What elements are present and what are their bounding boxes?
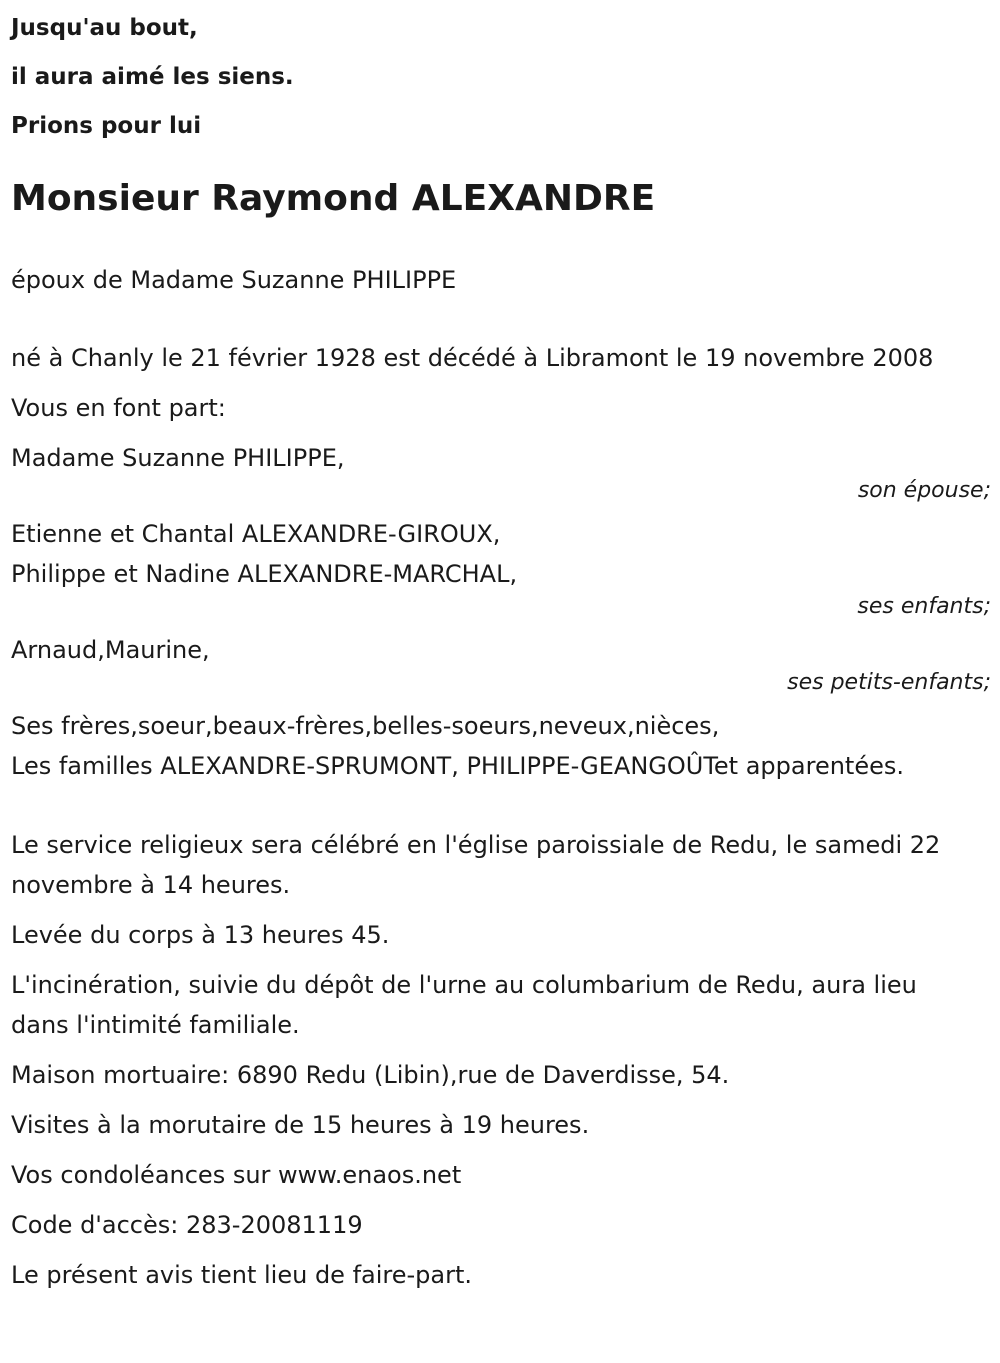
family-child-2: Philippe et Nadine ALEXANDRE-MARCHAL, [11, 560, 518, 588]
access-code-text: Code d'accès: 283-20081119 [11, 1211, 363, 1239]
condoleances-text: Vos condoléances sur www.enaos.net [11, 1161, 462, 1189]
spouse-line: époux de Madame Suzanne PHILIPPE [11, 266, 457, 294]
family-child-1: Etienne et Chantal ALEXANDRE-GIROUX, [11, 520, 501, 548]
levee-text: Levée du corps à 13 heures 45. [11, 921, 390, 949]
family-siblings: Ses frères,soeur,beaux-frères,belles-soeurs,neveux,nièces, [11, 712, 720, 740]
birth-death-text: né à Chanly le 21 février 1928 est décédé à Libramont le 19 novembre 2008 [11, 344, 934, 372]
intro-line-3: Prions pour lui [11, 113, 202, 139]
family-families: Les familles ALEXANDRE-SPRUMONT, PHILIPPE-GEANGOÛTet apparentées. [11, 752, 904, 780]
announce-text: Vous en font part: [11, 394, 226, 422]
intro-line-1: Jusqu'au bout, [11, 15, 198, 41]
obituary-notice [11, 0, 991, 1295]
maison-text: Maison mortuaire: 6890 Redu (Libin),rue de Daverdisse, 54. [11, 1061, 730, 1089]
children-role: ses enfants; [857, 594, 991, 619]
intro-line-2: il aura aimé les siens. [11, 64, 294, 90]
deceased-name: Monsieur Raymond ALEXANDRE [11, 178, 656, 219]
family-grandchildren: Arnaud,Maurine, [11, 636, 210, 664]
faire-part-text: Le présent avis tient lieu de faire-part. [11, 1261, 473, 1289]
incineration-text: L'incinération, suivie du dépôt de l'urne au columbarium de Redu, aura lieu dans l'intimité familiale. [11, 971, 917, 1039]
visites-text: Visites à la morutaire de 15 heures à 19 heures. [11, 1111, 590, 1139]
service-text: Le service religieux sera célébré en l'église paroissiale de Redu, le samedi 22 novembre à 14 heures. [11, 831, 941, 899]
family-spouse: Madame Suzanne PHILIPPE, [11, 444, 345, 472]
spouse-role: son épouse; [857, 478, 991, 503]
grandchildren-role: ses petits-enfants; [787, 670, 991, 695]
